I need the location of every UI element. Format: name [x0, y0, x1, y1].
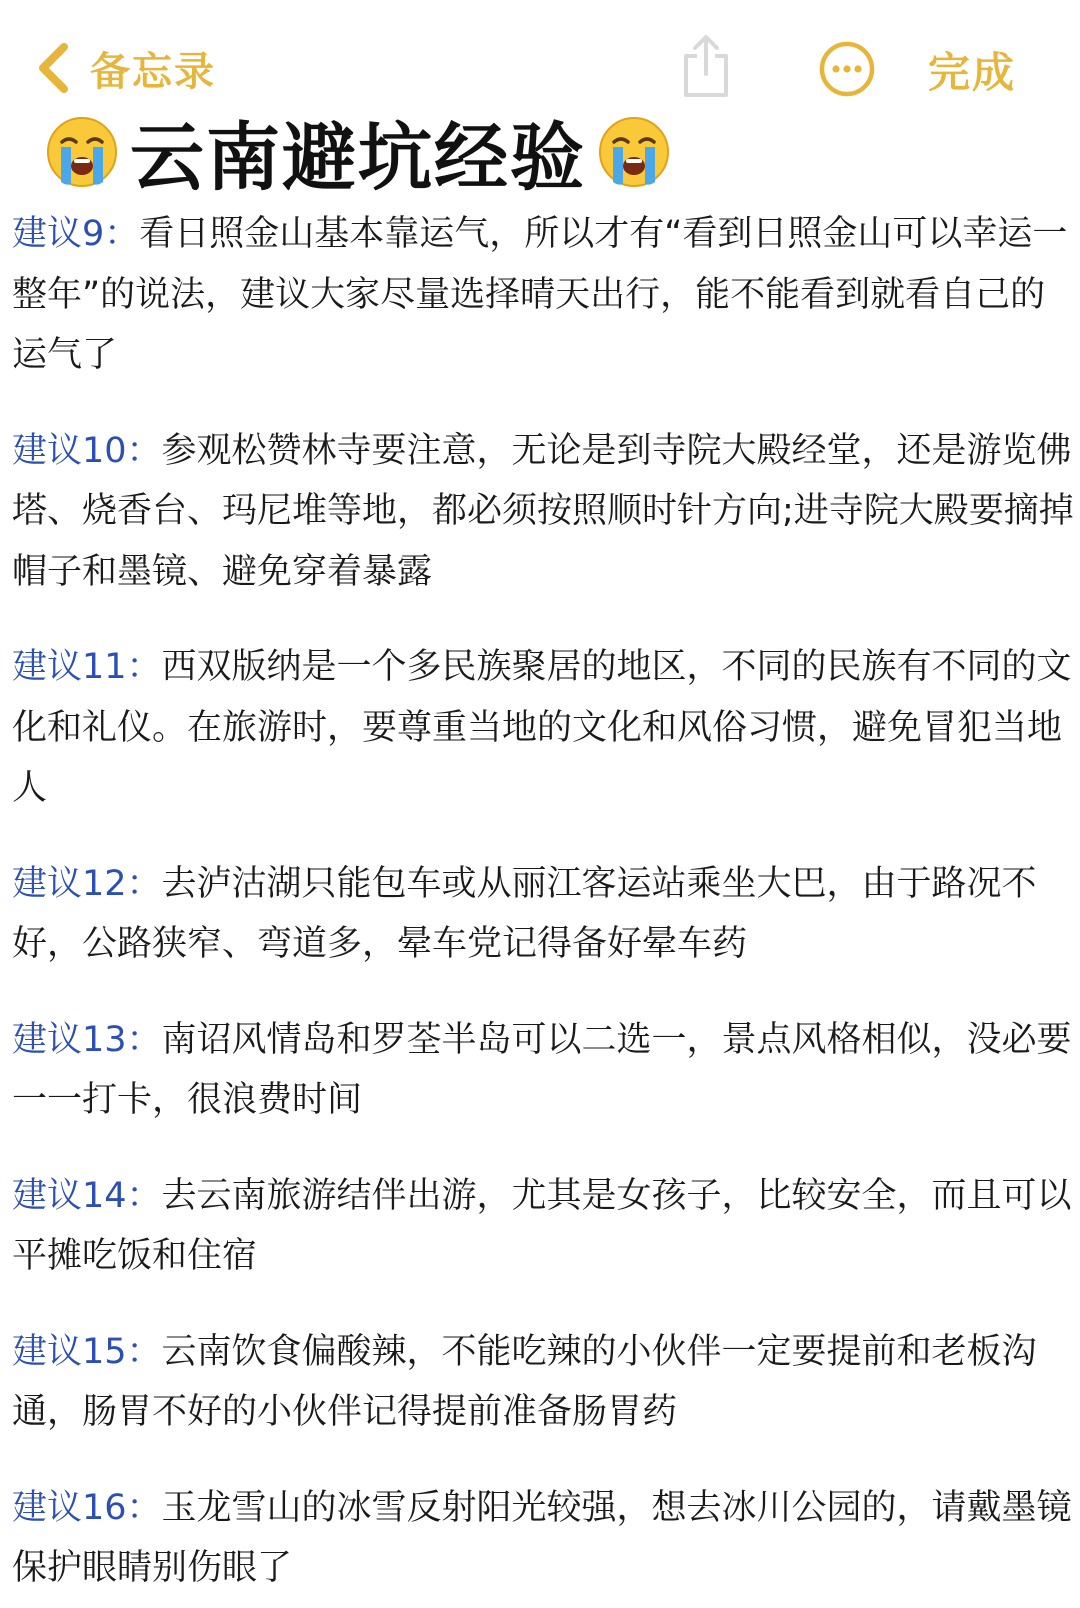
- share-button[interactable]: [678, 32, 734, 100]
- note-title-row: [44, 104, 672, 200]
- tip-text: 南诏风情岛和罗荃半岛可以二选一，景点风格相似，没必要一一打卡，很浪费时间: [12, 1019, 1072, 1120]
- tip-paragraph-10: [12, 421, 1074, 603]
- tip-paragraph-16: [12, 1478, 1074, 1599]
- share-icon: [678, 32, 734, 100]
- tip-paragraph-15: [12, 1322, 1074, 1443]
- ellipsis-circle-icon: [818, 40, 876, 98]
- back-label: 备忘录: [90, 48, 216, 95]
- crying-face-icon: [44, 114, 120, 190]
- crying-face-icon: [596, 114, 672, 190]
- tip-text: 看日照金山基本靠运气，所以才有“看到日照金山可以幸运一整年”的说法，建议大家尽量选择晴天出行，能不能看到就看自己的运气了: [12, 214, 1068, 375]
- tip-label: 建议16：: [12, 1487, 162, 1528]
- tip-label: 建议13：: [12, 1019, 162, 1060]
- more-options-button[interactable]: [818, 40, 876, 98]
- tip-label: 建议11：: [12, 647, 162, 687]
- back-button[interactable]: [36, 38, 216, 98]
- tip-text: 西双版纳是一个多民族聚居的地区，不同的民族有不同的文化和礼仪。在旅游时，要尊重当地的文化和风俗习惯，避免冒犯当地人: [12, 647, 1072, 808]
- tip-label: 建议12：: [12, 863, 162, 904]
- tip-paragraph-11: [12, 637, 1074, 819]
- tip-label: 建议14：: [12, 1175, 162, 1216]
- tip-paragraph-9: [12, 204, 1074, 386]
- done-button[interactable]: 完成: [928, 48, 1017, 97]
- tip-paragraph-12: [12, 854, 1074, 975]
- tip-text: 云南饮食偏酸辣，不能吃辣的小伙伴一定要提前和老板沟通，肠胃不好的小伙伴记得提前准备肠胃药: [12, 1331, 1037, 1432]
- tip-paragraph-13: [12, 1010, 1074, 1131]
- tip-text: 去云南旅游结伴出游，尤其是女孩子，比较安全，而且可以平摊吃饭和住宿: [12, 1175, 1072, 1276]
- tip-paragraph-14: [12, 1166, 1074, 1287]
- tip-label: 建议15：: [12, 1331, 162, 1372]
- tip-text: 玉龙雪山的冰雪反射阳光较强，想去冰川公园的，请戴墨镜保护眼睛别伤眼了: [12, 1487, 1072, 1588]
- tip-text: 参观松赞林寺要注意，无论是到寺院大殿经堂，还是游览佛塔、烧香台、玛尼堆等地，都必须按照顺时针方向;进寺院大殿要摘掉帽子和墨镜、避免穿着暴露: [12, 430, 1074, 592]
- tip-label: 建议10：: [12, 430, 162, 471]
- note-title: 云南避坑经验: [130, 115, 586, 201]
- note-body[interactable]: [12, 204, 1074, 1608]
- chevron-left-icon: [36, 40, 76, 96]
- tip-text: 去泸沽湖只能包车或从丽江客运站乘坐大巴，由于路况不好，公路狭窄、弯道多，晕车党记得备好晕车药: [12, 863, 1037, 964]
- tip-label: 建议9：: [12, 214, 140, 254]
